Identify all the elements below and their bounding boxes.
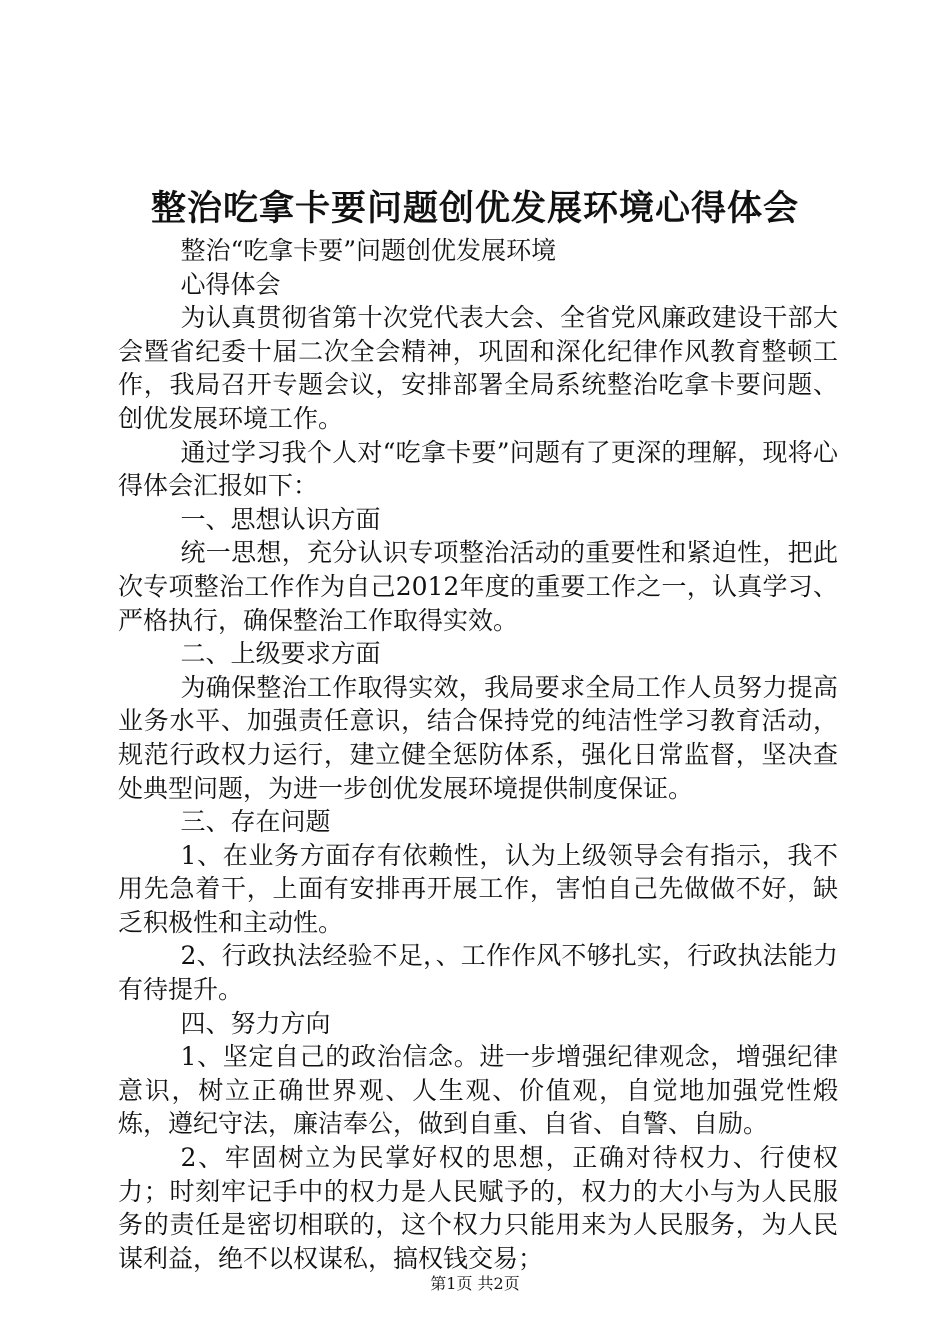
problem-item-1: 1、在业务方面存有依赖性，认为上级领导会有指示，我不用先急着干，上面有安排再开展工作，害怕自己先做做不好，缺乏积极性和主动性。 [118, 840, 838, 937]
report-paragraph: 通过学习我个人对“吃拿卡要”问题有了更深的理解，现将心得体会汇报如下： [118, 437, 838, 501]
page-number-footer: 第1页 共2页 [430, 1274, 520, 1293]
section-heading-1: 一、思想认识方面 [180, 504, 381, 534]
problem-item-2: 2、行政执法经验不足，、工作作风不够扎实，行政执法能力有待提升。 [118, 941, 838, 1005]
section-heading-3: 三、存在问题 [180, 807, 331, 837]
section-heading-4: 四、努力方向 [180, 1008, 331, 1038]
section-2-paragraph: 为确保整治工作取得实效，我局要求全局工作人员努力提高业务水平、加强责任意识，结合保持党的纯洁性学习教育活动，规范行政权力运行，建立健全惩防体系，强化日常监督，坚决查处典型问题，为进一步创优发展环境提供制度保证。 [118, 672, 838, 803]
document-body [118, 234, 838, 1275]
section-1-paragraph: 统一思想，充分认识专项整治活动的重要性和紧迫性，把此次专项整治工作作为自己2012年度的重要工作之一，认真学习、严格执行，确保整治工作取得实效。 [118, 538, 838, 635]
direction-item-1: 1、坚定自己的政治信念。进一步增强纪律观念，增强纪律意识，树立正确世界观、人生观、价值观，自觉地加强党性煅炼，遵纪守法，廉洁奉公，做到自重、自省、自警、自励。 [118, 1042, 838, 1139]
document-title: 整治吃拿卡要问题创优发展环境心得体会 [150, 188, 799, 229]
section-heading-2: 二、上级要求方面 [180, 639, 381, 669]
direction-item-2: 2、牢固树立为民掌好权的思想，正确对待权力、行使权力；时刻牢记手中的权力是人民赋予的，权力的大小与为人民服务的责任是密切相联的，这个权力只能用来为人民服务，为人民谋利益，绝不以权谋私，搞权钱交易； [118, 1143, 838, 1273]
intro-paragraph: 为认真贯彻省第十次党代表大会、全省党风廉政建设干部大会暨省纪委十届二次全会精神，巩固和深化纪律作风教育整顿工作，我局召开专题会议，安排部署全局系统整治吃拿卡要问题、创优发展环境工作。 [118, 303, 838, 433]
subtitle-line-1: 整治“吃拿卡要”问题创优发展环境 [180, 236, 557, 265]
subtitle-line-2: 心得体会 [180, 269, 281, 299]
